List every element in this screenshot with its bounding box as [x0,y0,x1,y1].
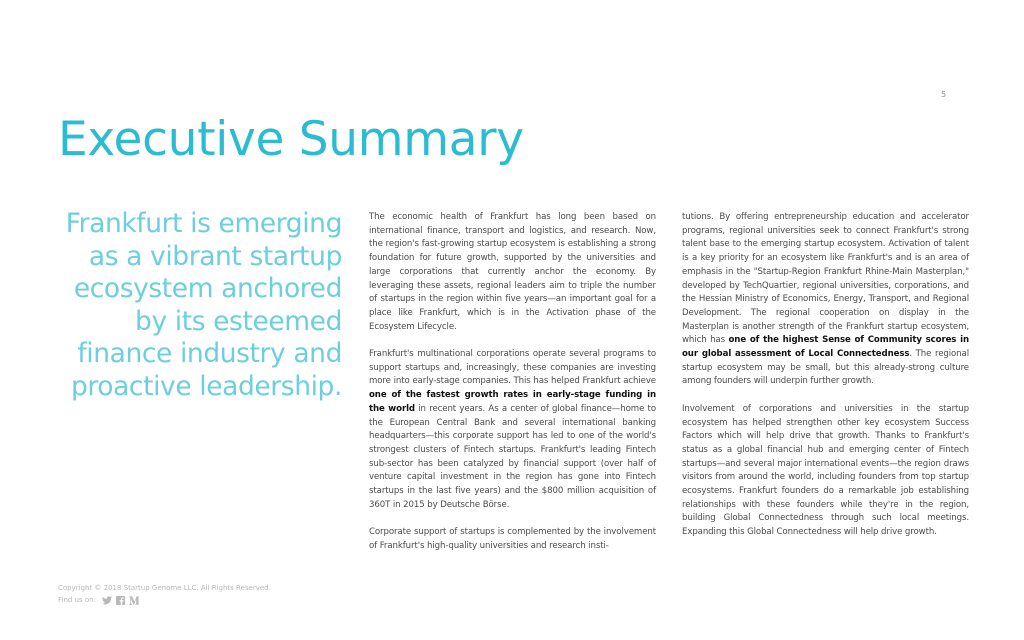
page-number: 5 [941,90,947,99]
pull-quote [40,208,342,404]
body-text: tutions. By offering entrepreneurship education and accelerator programs, regional universities seek to connect Frankfurt's strong talent base to the emerging startup ecosystem. Activation of talent is a key priority for an ecosystem like Frankfurt's and is an area of emphasis in the "Startup-Region Frankfurt Rhine-Main Masterplan," developed by TechQuartier, regional universities, corporations, and the Hessian Ministry of Economics, Energy, Transport, and Regional Development. The regional cooperation on display in the Masterplan is another strength of the Frankfurt startup ecosystem, which has [682,212,969,346]
body-text: Frankfurt's multinational corporations operate several programs to support startups and, increasingly, these companies are investing more into early-stage companies. This has helped Frankfurt achieve [369,349,656,387]
footer [58,582,271,606]
highlight-text: one of the highest Sense of Community scores in our global assessment of Local Connectedness [682,335,969,360]
medium-icon[interactable] [129,596,139,605]
body-paragraph: The economic health of Frankfurt has long been based on international finance, transport and logistics, and research. Now, the region's fast-growing startup ecosystem is establishing a strong foundation for future growth, supported by the universities and large corporations that currently anchor the economy. By leveraging these assets, regional leaders aim to triple the number of startups in the region within five years—an important goal for a place like Frankfurt, which is in the Activation phase of the Ecosystem Lifecycle. [369,212,656,332]
social-links [58,594,271,606]
pull-quote-line: as a vibrant startup [88,240,342,272]
page-title: Executive Summary [58,112,524,167]
pull-quote-line: Frankfurt is emerging [65,208,342,239]
body-paragraph [369,348,656,512]
body-paragraph [682,211,969,389]
body-text: in recent years. As a center of global finance—home to the European Central Bank and several international banking headquarters—this corporate support has led to one of the world's strongest clusters of Fintech startups. Frankfurt's leading Fintech sub-sector has been catalyzed by financial support (over half of venture capital investment in the region has gone into Fintech startups in the last five years) and the $800 million acquisition of 360T in 2015 by Deutsche Börse. [369,403,656,510]
pull-quote-line: proactive leadership. [70,370,342,402]
pull-quote-line: finance industry and [77,338,342,370]
twitter-icon[interactable] [102,596,112,605]
pull-quote-line: ecosystem anchored [73,273,342,305]
highlight-text: one of the fastest growth rates in early-stage funding in the world [369,390,656,414]
body-column-left [369,211,656,567]
copyright-text: Copyright © 2018 Startup Genome LLC. All Rights Reserved. [58,584,271,592]
find-us-label: Find us on: [58,596,96,604]
body-paragraph: Involvement of corporations and universities in the startup ecosystem has helped strengthen other key ecosystem Success Factors which will help drive that growth. Thanks to Frankfurt's status as a global financial hub and emerging center of Fintech startups—and several major international events—the region draws visitors from around the world, including founders from top startup ecosystems. Frankfurt founders do a remarkable job establishing relationships with these founders while they're in the region, building Global Connectedness through such local meetings. Expanding this Global Connectedness will help drive growth. [682,403,969,538]
pull-quote-line: by its esteemed [135,305,342,337]
body-column-right [682,211,969,554]
facebook-icon[interactable] [116,596,125,605]
body-text: . The regional startup ecosystem may be small, but this already-strong culture among founders will underpin further growth. [682,349,969,387]
body-paragraph: Corporate support of startups is complemented by the involvement of Frankfurt's high-quality universities and research insti- [369,527,656,551]
